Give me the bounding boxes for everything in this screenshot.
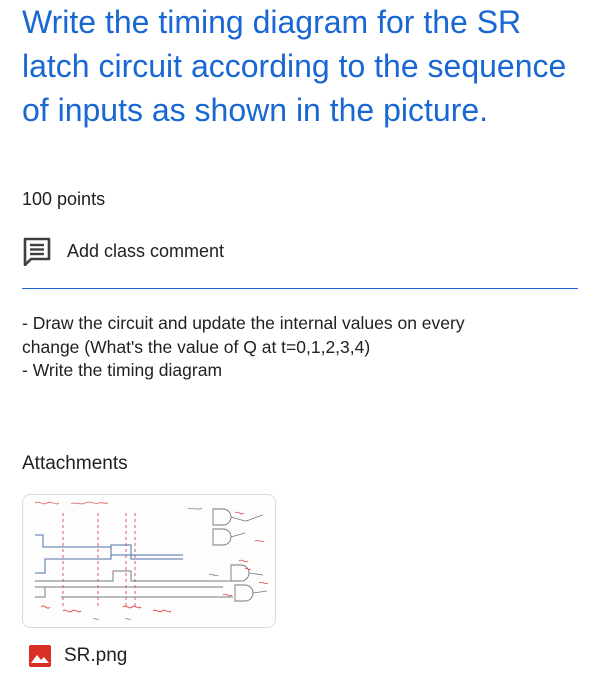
attachment-preview-image [23, 495, 275, 627]
attachments-heading: Attachments [22, 453, 128, 474]
comment-icon [22, 236, 52, 266]
attachment-file-name: SR.png [64, 645, 128, 666]
description-line: - Write the timing diagram [22, 360, 223, 380]
section-divider [22, 288, 578, 289]
add-class-comment-button[interactable] [22, 234, 224, 268]
points-label: 100 points [22, 189, 106, 209]
assignment-title: Write the timing diagram for the SR latch circuit according to the sequence of inputs as shown in the picture. [22, 4, 567, 128]
description-line: change (What's the value of Q at t=0,1,2,3,4) [22, 336, 371, 357]
attachment-file-link[interactable] [28, 642, 127, 670]
add-class-comment-label: Add class comment [67, 240, 225, 261]
attachment-thumbnail[interactable] [22, 494, 276, 628]
description-line: - Draw the circuit and update the internal values on every [22, 313, 465, 333]
image-file-icon [28, 644, 52, 668]
assignment-description [22, 312, 582, 383]
